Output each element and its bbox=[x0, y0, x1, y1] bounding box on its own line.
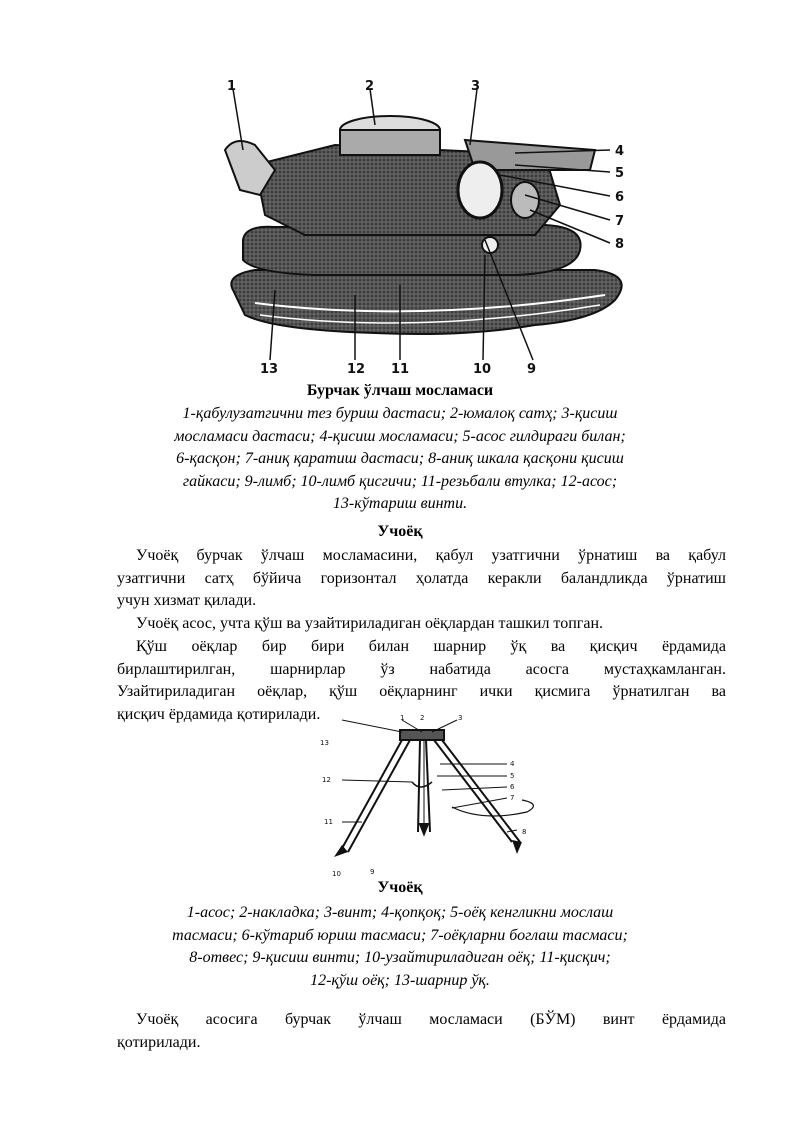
paragraph-1 bbox=[117, 545, 726, 613]
text-line: қотирилади. bbox=[117, 1033, 201, 1051]
callout-label: 9 bbox=[370, 868, 375, 876]
callout-label: 2 bbox=[365, 79, 375, 94]
text-line: узатгични сатҳ бўйича горизонтал ҳолатда керакли баландликда ўрнатиш bbox=[117, 569, 726, 587]
callout-label: 13 bbox=[320, 739, 329, 747]
callout-label: 12 bbox=[347, 362, 366, 377]
caption-line: 1-қабулузатгични тез буриш дастаси; 2-юмалоқ сатҳ; 3-қисиш bbox=[182, 405, 618, 422]
text-line: Учоёқ асосига бурчак ўлчаш мосламаси (БЎМ) винт ёрдамида bbox=[136, 1011, 726, 1028]
caption-line: 13-кўтариш винти. bbox=[332, 495, 468, 512]
text-line: Учоёқ асос, учта қўш ва узайтириладиган оёқлардан ташкил топган. bbox=[136, 615, 603, 632]
caption-line: 1-асос; 2-накладка; 3-винт; 4-қопқоқ; 5-оёқ кенгликни мослаш bbox=[186, 904, 614, 921]
caption-line: мосламаси дастаси; 4-қисиш мосламаси; 5-асос гилдираги билан; bbox=[174, 427, 626, 445]
angle-device-figure bbox=[215, 75, 645, 380]
callout-label: 1 bbox=[227, 79, 237, 94]
text-line: қисқич ёрдамида қотирилади. bbox=[117, 705, 321, 723]
callout-label: 10 bbox=[473, 362, 492, 377]
figure1-title: Бурчак ўлчаш мосламаси bbox=[306, 382, 494, 399]
callout-label: 1 bbox=[400, 714, 405, 722]
text-line: учун хизмат қилади. bbox=[117, 592, 257, 609]
callout-label: 8 bbox=[615, 237, 625, 252]
callout-label: 9 bbox=[527, 362, 537, 377]
caption-line: тасмаси; 6-кўтариб юриш тасмаси; 7-оёқларни боглаш тасмаси; bbox=[172, 926, 628, 944]
text-line: Узайтириладиган оёқлар, қўш оёқларнинг ички қисмига ўрнатилган ва bbox=[117, 683, 726, 700]
paragraph-2 bbox=[117, 613, 726, 636]
caption-line: 8-отвес; 9-қисиш винти; 10-узайтириладиган оёқ; 11-қисқич; bbox=[189, 949, 611, 966]
callout-label: 3 bbox=[458, 714, 463, 722]
text-line: бирлаштирилган, шарнирлар ўз набатида асосга мустаҳкамланган. bbox=[117, 660, 726, 678]
callout-label: 8 bbox=[522, 828, 527, 836]
callout-label: 6 bbox=[510, 783, 515, 791]
caption-line: 6-қасқон; 7-аниқ қаратиш дастаси; 8-аниқ шкала қасқони қисиш bbox=[176, 450, 624, 467]
callout-label: 6 bbox=[615, 190, 625, 205]
caption-line: 12-қўш оёқ; 13-шарнир ўқ. bbox=[310, 971, 490, 989]
callout-label: 11 bbox=[391, 362, 410, 377]
figure1-caption bbox=[100, 403, 700, 516]
callout-label: 4 bbox=[615, 144, 625, 159]
tripod-figure bbox=[312, 712, 548, 878]
callout-label: 5 bbox=[615, 166, 625, 181]
text-line: Учоёқ бурчак ўлчаш мосламасини, қабул узатгични ўрнатиш ва қабул bbox=[136, 547, 726, 564]
callout-label: 3 bbox=[471, 79, 481, 94]
figure2-caption bbox=[100, 902, 700, 992]
text-line: Қўш оёқлар бир бири билан шарнир ўқ ва қисқич ёрдамида bbox=[136, 638, 726, 655]
callout-label: 11 bbox=[324, 818, 333, 826]
caption-line: гайкаси; 9-лимб; 10-лимб қисгичи; 11-резьбали втулка; 12-асос; bbox=[182, 472, 618, 490]
callout-label: 7 bbox=[510, 794, 515, 802]
callout-label: 2 bbox=[420, 714, 425, 722]
paragraph-4 bbox=[117, 1009, 726, 1054]
callout-label: 7 bbox=[615, 214, 625, 229]
section-heading: Учоёқ bbox=[377, 523, 423, 540]
figure2-title: Учоёқ bbox=[377, 879, 423, 896]
callout-label: 10 bbox=[332, 870, 341, 878]
callout-label: 4 bbox=[510, 760, 515, 768]
callout-label: 12 bbox=[322, 776, 331, 784]
callout-label: 5 bbox=[510, 772, 515, 780]
callout-label: 13 bbox=[260, 362, 279, 377]
